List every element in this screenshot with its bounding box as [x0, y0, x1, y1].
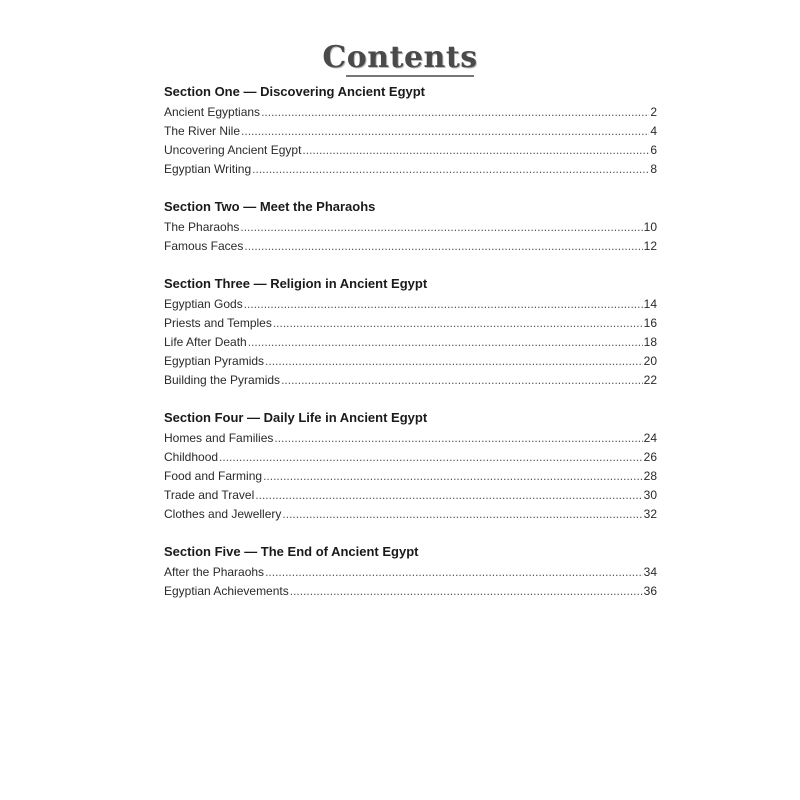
entry-title: The River Nile — [164, 124, 241, 138]
toc-entry[interactable] — [164, 333, 657, 352]
entry-page-number: 30 — [643, 488, 657, 502]
toc-entry[interactable] — [164, 371, 657, 390]
section-two — [164, 199, 657, 256]
entry-page-number: 22 — [643, 373, 657, 387]
toc-entry[interactable] — [164, 103, 657, 122]
dot-leader — [282, 505, 642, 524]
toc-entry[interactable] — [164, 237, 657, 256]
dot-leader — [240, 218, 642, 237]
section-four — [164, 410, 657, 524]
entry-title: Childhood — [164, 450, 219, 464]
entry-page-number: 36 — [643, 584, 657, 598]
toc-entry[interactable] — [164, 467, 657, 486]
dot-leader — [244, 295, 643, 314]
entry-title: Trade and Travel — [164, 488, 255, 502]
entry-page-number: 28 — [643, 469, 657, 483]
dot-leader — [261, 103, 649, 122]
toc-entry[interactable] — [164, 218, 657, 237]
section-heading: Section One — Discovering Ancient Egypt — [164, 84, 426, 99]
section-heading: Section Two — Meet the Pharaohs — [164, 199, 376, 214]
toc-entry[interactable] — [164, 448, 657, 467]
entry-title: Egyptian Achievements — [164, 584, 289, 598]
entry-title: Clothes and Jewellery — [164, 507, 282, 521]
toc-entry[interactable] — [164, 429, 657, 448]
entry-title: Egyptian Gods — [164, 297, 243, 311]
toc-entry[interactable] — [164, 122, 657, 141]
toc-entry[interactable] — [164, 314, 657, 333]
dot-leader — [255, 486, 642, 505]
entry-title: Homes and Families — [164, 431, 274, 445]
section-heading: Section Five — The End of Ancient Egypt — [164, 544, 419, 559]
toc-entry[interactable] — [164, 486, 657, 505]
toc-entry[interactable] — [164, 160, 657, 179]
dot-leader — [274, 429, 642, 448]
toc-entry[interactable] — [164, 295, 657, 314]
dot-leader — [241, 122, 649, 141]
toc-entry[interactable] — [164, 505, 657, 524]
toc-entry[interactable] — [164, 582, 657, 601]
entry-title: Famous Faces — [164, 239, 244, 253]
entry-page-number: 2 — [650, 105, 657, 119]
title-underline — [346, 75, 474, 77]
entry-page-number: 10 — [643, 220, 657, 234]
toc-entry[interactable] — [164, 352, 657, 371]
entry-title: After the Pharaohs — [164, 565, 265, 579]
dot-leader — [281, 371, 643, 390]
dot-leader — [273, 314, 643, 333]
entry-title: The Pharaohs — [164, 220, 240, 234]
toc-entry[interactable] — [164, 141, 657, 160]
entry-page-number: 6 — [650, 143, 657, 157]
section-one — [164, 84, 657, 179]
entry-page-number: 34 — [643, 565, 657, 579]
entry-title: Life After Death — [164, 335, 247, 349]
entry-page-number: 4 — [650, 124, 657, 138]
section-heading: Section Three — Religion in Ancient Egypt — [164, 276, 428, 291]
entry-title: Building the Pyramids — [164, 373, 281, 387]
dot-leader — [248, 333, 643, 352]
entry-title: Egyptian Writing — [164, 162, 252, 176]
dot-leader — [302, 141, 649, 160]
entry-title: Uncovering Ancient Egypt — [164, 143, 302, 157]
entry-page-number: 24 — [643, 431, 657, 445]
entry-page-number: 14 — [643, 297, 657, 311]
toc-entry[interactable] — [164, 563, 657, 582]
entry-title: Ancient Egyptians — [164, 105, 261, 119]
dot-leader — [219, 448, 643, 467]
entry-page-number: 8 — [650, 162, 657, 176]
entry-page-number: 26 — [643, 450, 657, 464]
entry-page-number: 20 — [643, 354, 657, 368]
entry-page-number: 32 — [643, 507, 657, 521]
dot-leader — [290, 582, 643, 601]
section-three — [164, 276, 657, 390]
section-five — [164, 544, 657, 601]
dot-leader — [265, 352, 643, 371]
dot-leader — [244, 237, 642, 256]
entry-title: Priests and Temples — [164, 316, 272, 330]
entry-title: Egyptian Pyramids — [164, 354, 265, 368]
section-heading: Section Four — Daily Life in Ancient Egypt — [164, 410, 428, 425]
entry-page-number: 18 — [643, 335, 657, 349]
dot-leader — [252, 160, 649, 179]
dot-leader — [265, 563, 643, 582]
entry-title: Food and Farming — [164, 469, 263, 483]
table-of-contents — [164, 84, 657, 621]
entry-page-number: 16 — [643, 316, 657, 330]
page-title: Contents — [322, 40, 478, 75]
dot-leader — [263, 467, 643, 486]
entry-page-number: 12 — [643, 239, 657, 253]
